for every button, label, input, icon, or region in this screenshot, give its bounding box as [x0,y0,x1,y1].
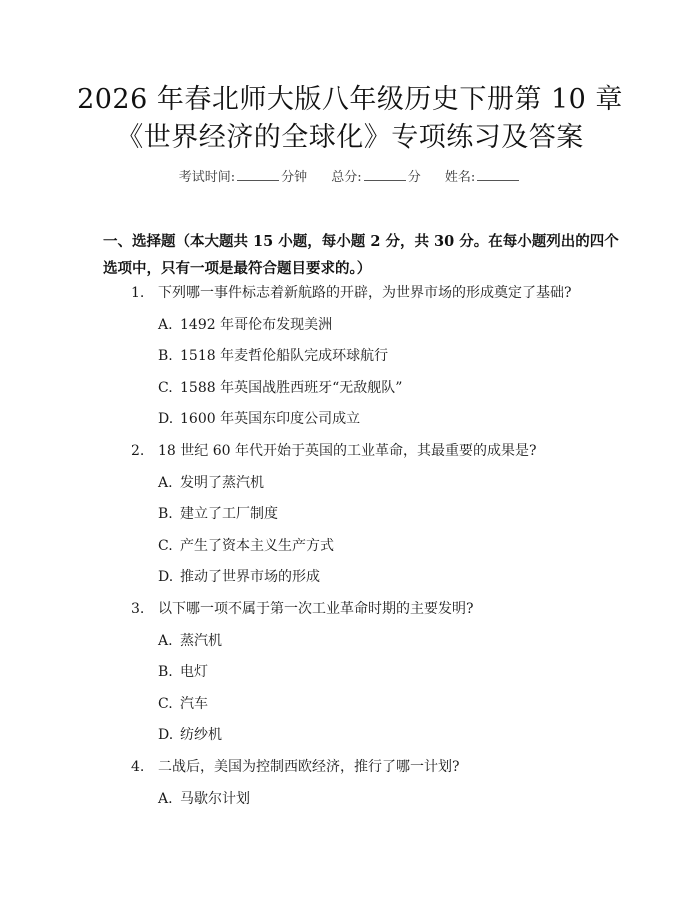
question-text: 二战后，美国为控制西欧经济，推行了哪一计划? [158,759,460,775]
option-letter: D. [158,411,174,427]
question-number: 2. [131,443,145,459]
option-text: 汽车 [180,696,208,712]
question-number: 3. [131,601,145,617]
option-letter: A. [158,475,173,491]
option-text: 1518 年麦哲伦船队完成环球航行 [180,348,389,364]
total-score-unit: 分 [407,170,421,185]
question-text: 下列哪一事件标志着新航路的开辟，为世界市场的形成奠定了基础? [158,285,572,301]
exam-time-field [179,166,307,185]
option-letter: D. [158,727,174,743]
exam-info-line [0,166,700,185]
total-score-label: 总分: [331,170,362,185]
exam-time-unit: 分钟 [281,170,308,185]
student-name-label: 姓名: [444,170,476,185]
exam-time-label: 考试时间: [178,170,236,185]
option-letter: C. [158,538,173,554]
option-text: 推动了世界市场的形成 [180,569,320,585]
total-score-field [331,166,420,185]
option-text: 产生了资本主义生产方式 [180,538,334,554]
option-letter: B. [158,348,173,364]
option-text: 蒸汽机 [180,633,222,649]
option-letter: B. [158,506,173,522]
option-letter: A. [158,633,173,649]
option-text: 1588 年英国战胜西班牙“无敌舰队” [180,380,403,396]
option-letter: C. [158,380,173,396]
option-text: 纺纱机 [180,727,222,743]
option-letter: A. [158,791,173,807]
option-letter: D. [158,569,174,585]
option-text: 1492 年哥伦布发现美洲 [180,317,333,333]
section-heading: 一、选择题（本大题共 15 小题，每小题 2 分，共 30 分。在每小题列出的四个选项中，只有一项是最符合题目要求的。） [103,233,619,277]
option-text: 1600 年英国东印度公司成立 [180,411,361,427]
document-title-line-1: 2026 年春北师大版八年级历史下册第 10 章 [77,84,623,115]
exam-time-blank [237,168,279,181]
option-text: 建立了工厂制度 [180,506,278,522]
question-number: 1. [131,285,145,301]
option-text: 马歇尔计划 [180,791,250,807]
student-name-field [445,166,521,185]
question-text: 以下哪一项不属于第一次工业革命时期的主要发明? [158,601,474,617]
option-letter: B. [158,664,173,680]
option-letter: A. [158,317,173,333]
question-text: 18 世纪 60 年代开始于英国的工业革命，其最重要的成果是? [158,443,537,459]
option-text: 发明了蒸汽机 [180,475,264,491]
option-letter: C. [158,696,173,712]
option-text: 电灯 [180,664,208,680]
student-name-blank [477,168,519,181]
question-number: 4. [131,759,145,775]
document-title-line-2: 《世界经济的全球化》专项练习及答案 [116,122,584,153]
total-score-blank [364,168,406,181]
